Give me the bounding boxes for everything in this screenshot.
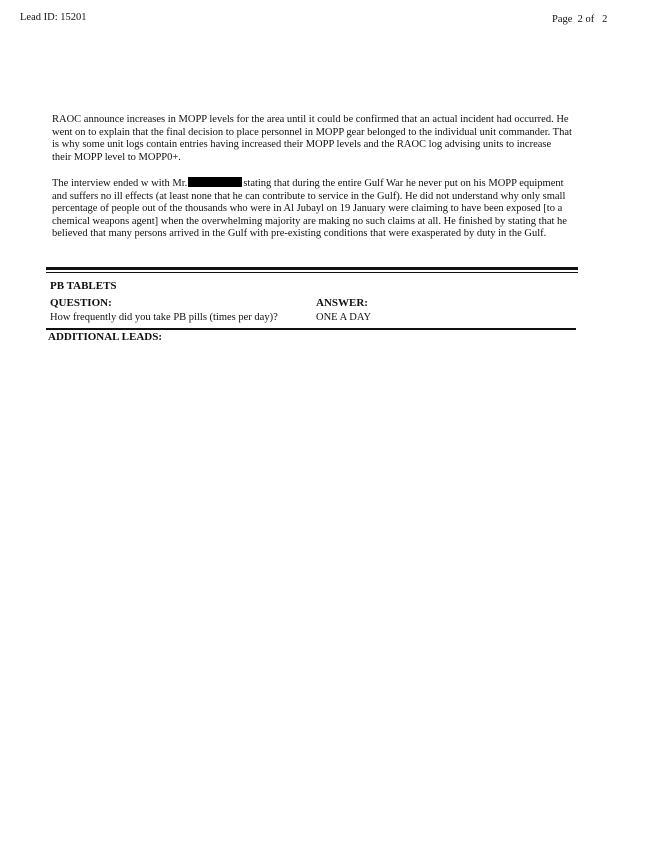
additional-leads-title: ADDITIONAL LEADS: [48,331,162,343]
lead-id: Lead ID: 15201 [20,12,87,23]
question-header: QUESTION: [50,297,112,309]
section-divider-thick [46,267,578,270]
redaction-block [188,177,242,187]
page-number: Page 2 of 2 [552,14,608,25]
paragraph-interview-start: The interview ended w with Mr. [52,178,188,189]
section-divider-thin [46,272,578,273]
paragraph-interview-end: stating that during the entire Gulf War he never put on his MOPP equipment and suffers no ill effects (at least none that he can contribute to service in the Gulf). He did not understand why only small percentage of people out of the thousands who were in Al Jubayl on 19 January were claiming to have been exposed [to a chemical weapons agent] when the overwhelming majority are making no such claims at all. He finished by stating that he believed that many persons arrived in the Gulf with pre-existing conditions that were exasperated by duty in the Gulf. [52,178,567,240]
pb-tablets-title: PB TABLETS [50,280,117,292]
question-cell: How frequently did you take PB pills (times per day)? [50,312,278,323]
table-bottom-divider [46,328,576,330]
paragraph-raoc: RAOC announce increases in MOPP levels for the area until it could be confirmed that an actual incident had occurred. He went on to explain that the final decision to place personnel in MOPP gear belonged to the individual unit commander. That is why some unit logs contain entries having increased their MOPP levels and the RAOC log advising units to increase their MOPP level to MOPP0+. [52,114,572,163]
answer-cell: ONE A DAY [316,312,372,323]
paragraph-interview [52,177,572,241]
answer-header: ANSWER: [316,297,368,309]
